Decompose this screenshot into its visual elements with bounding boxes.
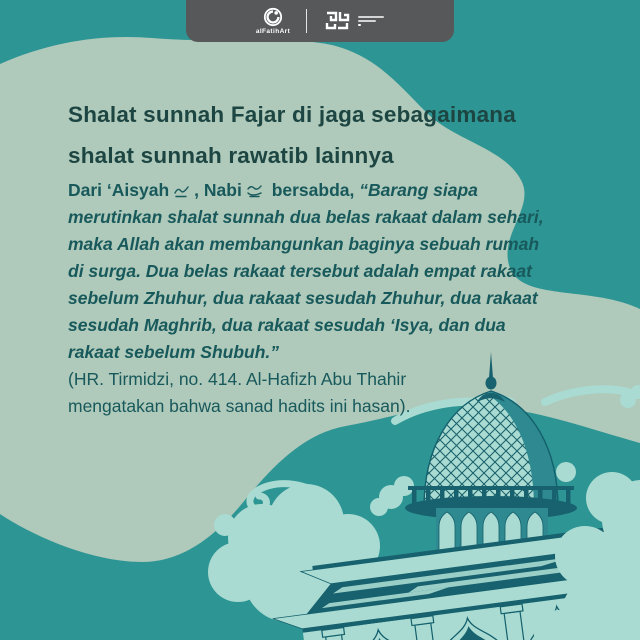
poster-title xyxy=(68,94,516,176)
title-line-1: Shalat sunnah Fajar di jaga sebagaimana xyxy=(68,102,516,127)
shallallahu-alaihi-wasallam-calligraphy-icon xyxy=(246,184,263,198)
logo-bar xyxy=(186,0,454,42)
hadith-quote-open: “Barang siapa xyxy=(359,180,478,200)
hadith-quote-line: sebelum Zhuhur, dua rakaat sesudah Zhuhur, dua rakaat xyxy=(68,288,538,308)
alfatih-circle-monogram-icon xyxy=(263,7,283,27)
alfatihart-logo-label: alFatihArt xyxy=(255,28,291,35)
hadith-citation-line: (HR. Tirmidzi, no. 414. Al-Hafizh Abu Thahir xyxy=(68,369,407,389)
kufic-logo-caption xyxy=(358,16,384,27)
hadith-line-intro xyxy=(68,177,544,204)
radhiallahu-anha-calligraphy-icon xyxy=(173,184,190,198)
hadith-text xyxy=(68,177,544,420)
hadith-quote-line: merutinkan shalat sunnah dua belas rakaat dalam sehari, xyxy=(68,207,544,227)
hadith-quote-line: di surga. Dua belas rakaat tersebut adalah empat rakaat xyxy=(68,261,532,281)
hadith-citation-line: mengatakan bahwa sanad hadits ini hasan). xyxy=(68,396,411,416)
hadith-quote-line: sesudah Maghrib, dua rakaat sesudah ‘Isya, dan dua xyxy=(68,315,506,335)
hadith-intro-1: Dari ‘Aisyah xyxy=(68,180,170,200)
hadith-intro-3: bersabda, xyxy=(271,180,355,200)
alfatihart-logo xyxy=(256,7,290,35)
kufic-square-calligraphy-icon xyxy=(323,9,353,33)
hadith-quote-line: rakaat sebelum Shubuh.” xyxy=(68,342,280,362)
kufic-logo xyxy=(323,9,384,33)
hadith-quote-line: maka Allah akan membangunkan baginya sebuah rumah xyxy=(68,234,540,254)
logo-divider xyxy=(306,9,307,33)
title-line-2: shalat sunnah rawatib lainnya xyxy=(68,143,394,168)
hadith-intro-2: , Nabi xyxy=(194,180,242,200)
